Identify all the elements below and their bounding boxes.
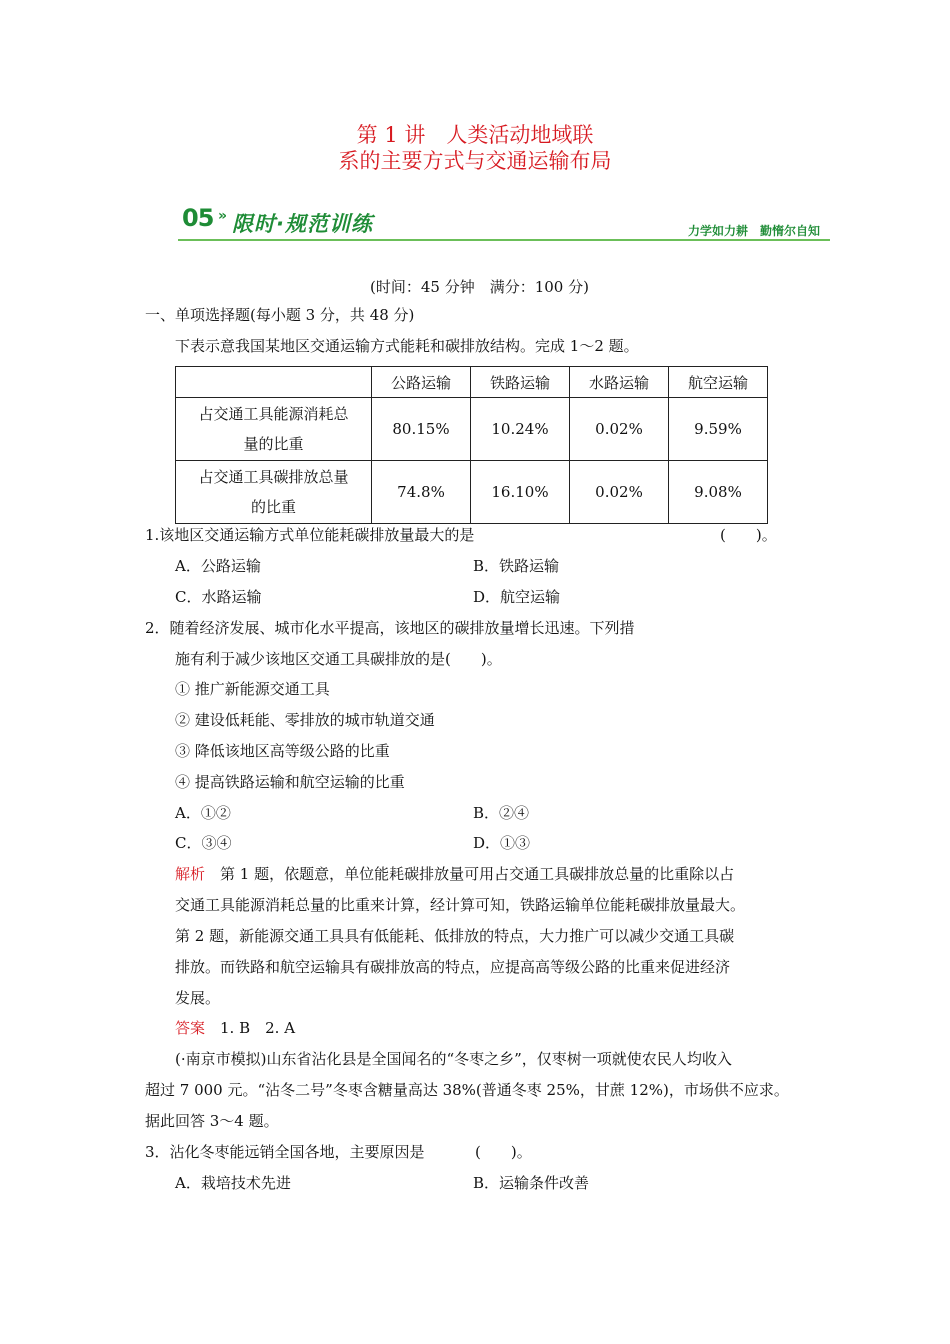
- table-cell: 0.02%: [570, 461, 669, 524]
- table-cell: 9.59%: [669, 398, 768, 461]
- q1-option-d: D．航空运输: [473, 588, 561, 606]
- analysis-line-5: 发展。: [175, 989, 221, 1007]
- q1-option-c: C．水路运输: [175, 588, 262, 606]
- section-banner: [178, 202, 830, 242]
- passage-line-1: (·南京市模拟)山东省沾化县是全国闻名的“冬枣之乡”，仅枣树一项就使农民人均收入: [175, 1050, 732, 1068]
- q3-option-b: B．运输条件改善: [473, 1174, 590, 1192]
- energy-carbon-table: [175, 366, 768, 524]
- exam-meta: (时间：45 分钟 满分：100 分): [370, 278, 589, 296]
- analysis-label: 解析: [175, 865, 206, 883]
- chevron-right-icon: »: [218, 208, 228, 224]
- analysis-line-1: 解析 第 1 题，依题意，单位能耗碳排放量可用占交通工具碳排放总量的比重除以占: [175, 865, 735, 883]
- passage-line-3: 据此回答 3～4 题。: [145, 1112, 279, 1130]
- table-cell: 9.08%: [669, 461, 768, 524]
- table-header-cell: 航空运输: [669, 367, 768, 398]
- q3-option-a: A．栽培技术先进: [175, 1174, 291, 1192]
- banner-rule: [178, 239, 830, 241]
- table-header-cell: 公路运输: [372, 367, 471, 398]
- q1-option-a: A．公路运输: [175, 557, 261, 575]
- banner-label: 限时·规范训练: [232, 212, 373, 236]
- q2-option-d: D．①③: [473, 834, 531, 852]
- table-cell: 16.10%: [471, 461, 570, 524]
- q2-stem-line-2: 施有利于减少该地区交通工具碳排放的是( )。: [175, 650, 502, 668]
- analysis-line-3: 第 2 题，新能源交通工具具有低能耗、低排放的特点，大力推广可以减少交通工具碳: [175, 927, 735, 945]
- table-header-cell: [176, 367, 372, 398]
- q2-statement-4: ④ 提高铁路运输和航空运输的比重: [175, 773, 405, 791]
- q2-statement-1: ① 推广新能源交通工具: [175, 680, 330, 698]
- q3-answer-blank: ( )。: [475, 1143, 532, 1161]
- q2-option-b: B．②④: [473, 804, 530, 822]
- q2-option-c: C．③④: [175, 834, 232, 852]
- title-line-1: 第 1 讲 人类活动地域联: [356, 123, 594, 147]
- table-row: [176, 398, 768, 461]
- analysis-line-4: 排放。而铁路和航空运输具有碳排放高的特点，应提高高等级公路的比重来促进经济: [175, 958, 731, 976]
- table-row-label: 占交通工具碳排放总量 的比重: [176, 461, 372, 524]
- title-line-2: 系的主要方式与交通运输布局: [338, 149, 612, 173]
- table-header-cell: 铁路运输: [471, 367, 570, 398]
- banner-slogan: 力学如力耕 勤惰尔自知: [687, 224, 820, 238]
- q3-stem: 3．沾化冬枣能远销全国各地，主要原因是: [145, 1143, 425, 1161]
- passage-line-2: 超过 7 000 元。“沾冬二号”冬枣含糖量高达 38%(普通冬枣 25%，甘蔗 12%)，市场供不应求。: [145, 1081, 789, 1099]
- q2-stem-line-1: 2．随着经济发展、城市化水平提高，该地区的碳排放量增长迅速。下列措: [145, 619, 635, 637]
- question-intro: 下表示意我国某地区交通运输方式能耗和碳排放结构。完成 1～2 题。: [175, 337, 639, 355]
- table-cell: 80.15%: [372, 398, 471, 461]
- q2-statement-2: ② 建设低耗能、零排放的城市轨道交通: [175, 711, 435, 729]
- answer-line: 答案 1. B 2. A: [175, 1019, 296, 1037]
- table-cell: 10.24%: [471, 398, 570, 461]
- table-cell: 0.02%: [570, 398, 669, 461]
- q2-statement-3: ③ 降低该地区高等级公路的比重: [175, 742, 390, 760]
- q1-answer-blank: ( )。: [720, 526, 777, 544]
- q1-option-b: B．铁路运输: [473, 557, 560, 575]
- answer-label: 答案: [175, 1019, 206, 1037]
- table-header-row: [176, 367, 768, 398]
- table-row-label: 占交通工具能源消耗总 量的比重: [176, 398, 372, 461]
- table-row: [176, 461, 768, 524]
- q2-option-a: A．①②: [175, 804, 231, 822]
- table-header-cell: 水路运输: [570, 367, 669, 398]
- table-cell: 74.8%: [372, 461, 471, 524]
- analysis-line-2: 交通工具能源消耗总量的比重来计算，经计算可知，铁路运输单位能耗碳排放量最大。: [175, 896, 746, 914]
- section-heading: 一、单项选择题(每小题 3 分，共 48 分): [145, 306, 415, 324]
- banner-number: 05: [182, 204, 214, 232]
- q1-stem: 1.该地区交通运输方式单位能耗碳排放量最大的是: [145, 526, 475, 544]
